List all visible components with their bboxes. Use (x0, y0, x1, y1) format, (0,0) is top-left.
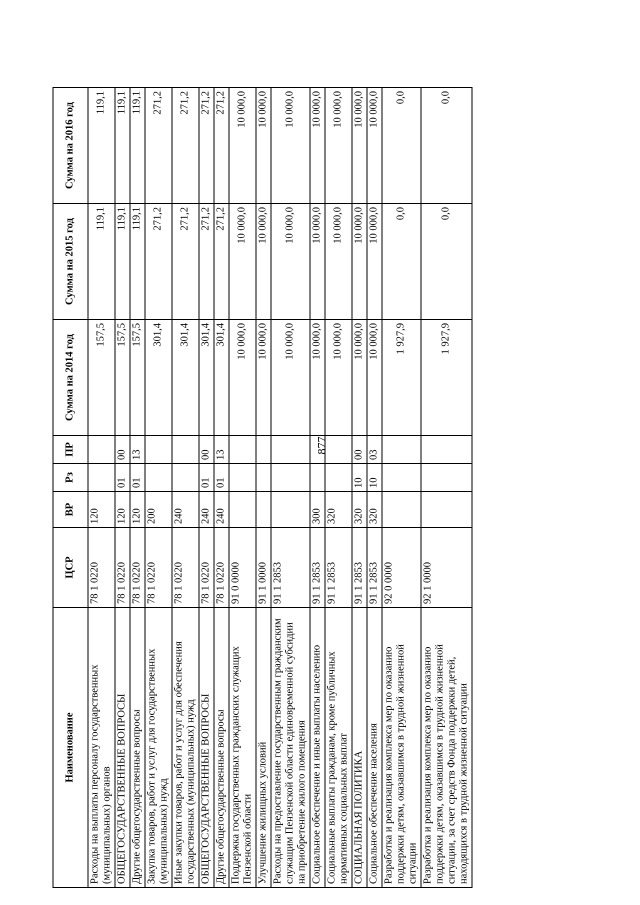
cell-vr (229, 492, 256, 528)
cell-name: СОЦИАЛЬНАЯ ПОЛИТИКА (352, 608, 367, 888)
cell-sum-2015: 0,0 (421, 204, 472, 320)
cell-name: Иные закупки товаров, работ и услуг для обеспечения государственных (муниципальных) нужд (172, 608, 199, 888)
cell-rz: 01 (199, 464, 214, 492)
cell-sum-2015: 271,2 (172, 204, 199, 320)
cell-sum-2014: 157,5 (130, 320, 145, 436)
cell-csr: 78 1 0220 (214, 528, 229, 608)
cell-csr: 78 1 0220 (172, 528, 199, 608)
cell-rz (172, 464, 199, 492)
cell-sum-2014: 301,4 (145, 320, 172, 436)
cell-name: ОБЩЕГОСУДАРСТВЕННЫЕ ВОПРОСЫ (199, 608, 214, 888)
cell-sum-2014: 157,5 (115, 320, 130, 436)
cell-sum-2016: 10 000,0 (271, 88, 310, 204)
cell-sum-2014: 1 927,9 (382, 320, 421, 436)
cell-pr: 03 (367, 436, 382, 464)
table-row (199, 88, 214, 888)
cell-pr: 13 (130, 436, 145, 464)
cell-rz (325, 464, 352, 492)
cell-name: Социальное обеспечение и иные выплаты населению (310, 608, 325, 888)
cell-sum-2016: 271,2 (214, 88, 229, 204)
cell-sum-2014: 157,5 (88, 320, 115, 436)
cell-sum-2016: 10 000,0 (256, 88, 271, 204)
cell-sum-2015: 119,1 (115, 204, 130, 320)
cell-vr (421, 492, 472, 528)
header-row (53, 88, 88, 888)
cell-name: Социальное обеспечение населения (367, 608, 382, 888)
cell-rz (88, 464, 115, 492)
cell-name: Социальные выплаты гражданам, кроме публичных нормативных социальных выплат (325, 608, 352, 888)
cell-sum-2015: 10 000,0 (256, 204, 271, 320)
table-row (88, 88, 115, 888)
table-row (115, 88, 130, 888)
cell-rz: 10 (367, 464, 382, 492)
cell-sum-2014: 10 000,0 (325, 320, 352, 436)
cell-pr: 13 (214, 436, 229, 464)
cell-pr: 00 (352, 436, 367, 464)
cell-name: Расходы на предоставление государственным гражданским служащим Пензенской области единовременной субсидии на приобретение жилого помещения (271, 608, 310, 888)
cell-sum-2015: 0,0 (382, 204, 421, 320)
table-row (271, 88, 310, 888)
cell-csr: 91 1 2853 (367, 528, 382, 608)
cell-rz (310, 464, 325, 492)
cell-sum-2015: 271,2 (199, 204, 214, 320)
cell-name: Разработка и реализация комплекса мер по оказанию поддержки детям, оказавшимся в трудной жизненной ситуации (382, 608, 421, 888)
cell-name: Другие общегосударственные вопросы (214, 608, 229, 888)
cell-sum-2014: 10 000,0 (256, 320, 271, 436)
cell-sum-2016: 0,0 (421, 88, 472, 204)
cell-csr: 78 1 0220 (88, 528, 115, 608)
cell-sum-2015: 10 000,0 (367, 204, 382, 320)
cell-sum-2015: 10 000,0 (352, 204, 367, 320)
header-csr: ЦСР (53, 528, 88, 608)
cell-sum-2014: 10 000,0 (310, 320, 325, 436)
cell-pr (172, 436, 199, 464)
cell-pr (310, 436, 325, 464)
cell-name: Улучшение жилищных условий (256, 608, 271, 888)
cell-sum-2016: 10 000,0 (325, 88, 352, 204)
header-vr: ВР (53, 492, 88, 528)
cell-csr: 91 1 2853 (325, 528, 352, 608)
cell-sum-2016: 10 000,0 (352, 88, 367, 204)
table-row (421, 88, 472, 888)
cell-vr (271, 492, 310, 528)
header-rz: Рз (53, 464, 88, 492)
cell-sum-2015: 271,2 (145, 204, 172, 320)
cell-name: Другие общегосударственные вопросы (130, 608, 145, 888)
budget-table-container (53, 88, 588, 888)
cell-csr: 91 1 2853 (310, 528, 325, 608)
cell-name: Поддержка государственных гражданских служащих Пензенской области (229, 608, 256, 888)
cell-rz (256, 464, 271, 492)
cell-sum-2016: 0,0 (382, 88, 421, 204)
cell-vr (256, 492, 271, 528)
cell-vr: 320 (325, 492, 352, 528)
cell-csr: 78 1 0220 (199, 528, 214, 608)
page-number: 877 (314, 436, 329, 455)
cell-rz: 01 (130, 464, 145, 492)
cell-sum-2016: 10 000,0 (310, 88, 325, 204)
cell-sum-2015: 10 000,0 (229, 204, 256, 320)
cell-sum-2016: 119,1 (115, 88, 130, 204)
cell-rz (382, 464, 421, 492)
cell-sum-2014: 301,4 (214, 320, 229, 436)
table-row (214, 88, 229, 888)
cell-csr: 92 1 0000 (421, 528, 472, 608)
cell-pr (88, 436, 115, 464)
cell-sum-2016: 271,2 (199, 88, 214, 204)
header-sum-2016: Сумма на 2016 год (53, 88, 88, 204)
cell-sum-2014: 1 927,9 (421, 320, 472, 436)
cell-vr (382, 492, 421, 528)
cell-vr: 200 (145, 492, 172, 528)
cell-pr (421, 436, 472, 464)
cell-name: Закупка товаров, работ и услуг для государственных (муниципальных) нужд (145, 608, 172, 888)
cell-name: ОБЩЕГОСУДАРСТВЕННЫЕ ВОПРОСЫ (115, 608, 130, 888)
cell-csr: 91 0 0000 (229, 528, 256, 608)
cell-vr: 300 (310, 492, 325, 528)
cell-rz (145, 464, 172, 492)
cell-sum-2015: 10 000,0 (271, 204, 310, 320)
cell-name: Расходы на выплаты персоналу государственных (муниципальных) органов (88, 608, 115, 888)
cell-sum-2015: 10 000,0 (310, 204, 325, 320)
header-pr: ПР (53, 436, 88, 464)
table-row (145, 88, 172, 888)
cell-csr: 91 1 0000 (256, 528, 271, 608)
cell-sum-2015: 119,1 (88, 204, 115, 320)
cell-pr (271, 436, 310, 464)
cell-sum-2015: 119,1 (130, 204, 145, 320)
table-row (367, 88, 382, 888)
cell-rz (421, 464, 472, 492)
cell-csr: 91 1 2853 (271, 528, 310, 608)
cell-csr: 78 1 0220 (145, 528, 172, 608)
cell-vr: 320 (367, 492, 382, 528)
table-row (352, 88, 367, 888)
cell-csr: 78 1 0220 (115, 528, 130, 608)
cell-sum-2015: 10 000,0 (325, 204, 352, 320)
cell-pr (382, 436, 421, 464)
cell-sum-2016: 271,2 (145, 88, 172, 204)
table-row (229, 88, 256, 888)
cell-rz: 01 (115, 464, 130, 492)
budget-table (53, 87, 473, 888)
cell-sum-2016: 271,2 (172, 88, 199, 204)
cell-sum-2014: 10 000,0 (229, 320, 256, 436)
cell-pr: 00 (115, 436, 130, 464)
cell-sum-2016: 10 000,0 (229, 88, 256, 204)
table-row (172, 88, 199, 888)
cell-sum-2014: 10 000,0 (271, 320, 310, 436)
cell-vr: 120 (115, 492, 130, 528)
cell-sum-2016: 119,1 (88, 88, 115, 204)
header-sum-2015: Сумма на 2015 год (53, 204, 88, 320)
cell-csr: 92 0 0000 (382, 528, 421, 608)
cell-csr: 78 1 0220 (130, 528, 145, 608)
cell-vr: 240 (214, 492, 229, 528)
cell-vr: 240 (199, 492, 214, 528)
cell-sum-2016: 119,1 (130, 88, 145, 204)
cell-pr (256, 436, 271, 464)
table-row (310, 88, 325, 888)
cell-sum-2015: 271,2 (214, 204, 229, 320)
cell-vr: 120 (130, 492, 145, 528)
cell-vr: 120 (88, 492, 115, 528)
header-name: Наименование (53, 608, 88, 888)
table-row (382, 88, 421, 888)
table-row (325, 88, 352, 888)
cell-rz (229, 464, 256, 492)
table-row (130, 88, 145, 888)
cell-vr: 240 (172, 492, 199, 528)
cell-csr: 91 1 2853 (352, 528, 367, 608)
cell-sum-2016: 10 000,0 (367, 88, 382, 204)
cell-rz: 01 (214, 464, 229, 492)
cell-name: Разработка и реализация комплекса мер по оказанию поддержки детям, оказавшимся в трудной жизненной ситуации, за счет средств Фонда поддержки детей, находящихся в трудной жизненной ситуации (421, 608, 472, 888)
cell-sum-2014: 301,4 (172, 320, 199, 436)
cell-sum-2014: 10 000,0 (352, 320, 367, 436)
cell-sum-2014: 10 000,0 (367, 320, 382, 436)
cell-rz (271, 464, 310, 492)
cell-pr (325, 436, 352, 464)
cell-pr (145, 436, 172, 464)
header-sum-2014: Сумма на 2014 год (53, 320, 88, 436)
cell-rz: 10 (352, 464, 367, 492)
cell-sum-2014: 301,4 (199, 320, 214, 436)
cell-pr (229, 436, 256, 464)
table-row (256, 88, 271, 888)
cell-pr: 00 (199, 436, 214, 464)
cell-vr: 320 (352, 492, 367, 528)
